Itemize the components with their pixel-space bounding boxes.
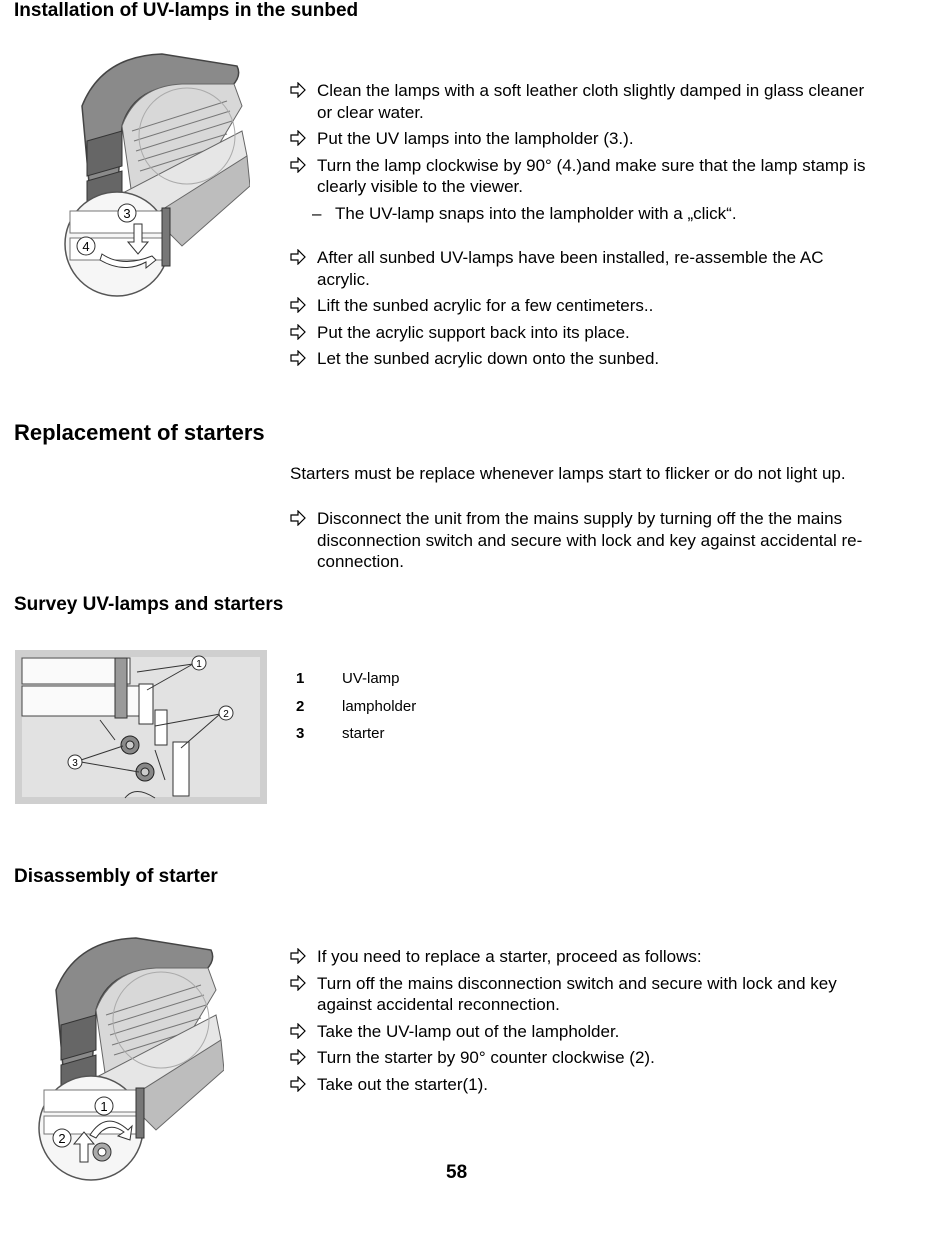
lamps-starters-survey-figure	[15, 650, 267, 804]
hollow-arrow-icon	[290, 510, 306, 526]
hollow-arrow-icon	[290, 1076, 306, 1092]
section-title-disassembly: Disassembly of starter	[14, 866, 218, 887]
step-text: After all sunbed UV-lamps have been installed, re-assemble the AC acrylic.	[317, 248, 824, 289]
hollow-arrow-icon	[290, 157, 306, 173]
legend-number: 1	[296, 670, 305, 687]
legend-number: 2	[296, 698, 305, 715]
step-text: Turn off the mains disconnection switch and secure with lock and key against accidental reconnection.	[317, 973, 837, 1014]
hollow-arrow-icon	[290, 324, 306, 340]
step-text: Turn the lamp clockwise by 90° (4.)and make sure that the lamp stamp is clearly visible to the viewer.	[317, 155, 866, 196]
hollow-arrow-icon	[290, 297, 306, 313]
step-text: Clean the lamps with a soft leather cloth slightly damped in glass cleaner or clear water.	[317, 81, 865, 122]
step-item	[290, 348, 875, 370]
step-item	[290, 295, 875, 317]
callout-4-label: 4	[82, 239, 90, 254]
step-text: Lift the sunbed acrylic for a few centimeters..	[317, 296, 654, 315]
hollow-arrow-icon	[290, 350, 306, 366]
step-item	[290, 973, 875, 1016]
step-item	[290, 1021, 875, 1043]
callout-3-label: 3	[72, 758, 78, 769]
section-title-installation: Installation of UV-lamps in the sunbed	[14, 0, 359, 21]
step-text: If you need to replace a starter, proceed as follows:	[317, 947, 702, 966]
step-item	[290, 128, 875, 150]
hollow-arrow-icon	[290, 82, 306, 98]
sunbed-lamp-installation-figure	[62, 46, 250, 298]
page-number: 58	[446, 1162, 468, 1183]
hollow-arrow-icon	[290, 1049, 306, 1065]
legend-label: UV-lamp	[342, 670, 400, 687]
legend-label: starter	[342, 725, 385, 742]
step-item	[290, 322, 875, 344]
sub-step-item	[290, 203, 875, 225]
step-text: Turn the starter by 90° counter clockwise (2).	[317, 1048, 655, 1067]
step-item	[290, 247, 875, 290]
section-title-survey: Survey UV-lamps and starters	[14, 594, 284, 615]
callout-3-label: 3	[123, 206, 131, 221]
legend-number: 3	[296, 725, 305, 742]
step-text: Let the sunbed acrylic down onto the sunbed.	[317, 349, 660, 368]
step-text: Put the UV lamps into the lampholder (3.).	[317, 129, 634, 148]
replacement-intro: Starters must be replace whenever lamps start to flicker or do not light up.	[290, 464, 846, 483]
hollow-arrow-icon	[290, 948, 306, 964]
installation-steps	[290, 80, 875, 229]
section-title-replacement: Replacement of starters	[14, 420, 265, 445]
callout-1-label: 1	[196, 659, 202, 670]
legend-label: lampholder	[342, 698, 417, 715]
hollow-arrow-icon	[290, 975, 306, 991]
step-text: Take out the starter(1).	[317, 1074, 489, 1094]
disassembly-steps	[290, 946, 875, 1100]
step-item	[290, 946, 875, 968]
hollow-arrow-icon	[290, 130, 306, 146]
step-item	[290, 155, 875, 198]
callout-2-label: 2	[223, 709, 229, 720]
hollow-arrow-icon	[290, 249, 306, 265]
step-item	[290, 1047, 875, 1069]
step-text: Take the UV-lamp out of the lampholder.	[317, 1021, 620, 1041]
step-text: Disconnect the unit from the mains supply by turning off the the mains disconnection switch and secure with lock and key against accidental re-connection.	[317, 509, 863, 571]
hollow-arrow-icon	[290, 1023, 306, 1039]
dash-mark: –	[312, 203, 322, 223]
replacement-steps	[290, 508, 875, 578]
callout-2-label: 2	[58, 1131, 66, 1146]
starter-disassembly-figure	[34, 930, 224, 1182]
sub-step-text: The UV-lamp snaps into the lampholder with a „click“.	[335, 203, 737, 223]
step-text: Put the acrylic support back into its place.	[317, 322, 630, 342]
step-item	[290, 80, 875, 123]
step-item	[290, 1074, 875, 1096]
callout-1-label: 1	[100, 1099, 108, 1114]
step-item	[290, 508, 875, 573]
reassembly-steps	[290, 247, 875, 375]
